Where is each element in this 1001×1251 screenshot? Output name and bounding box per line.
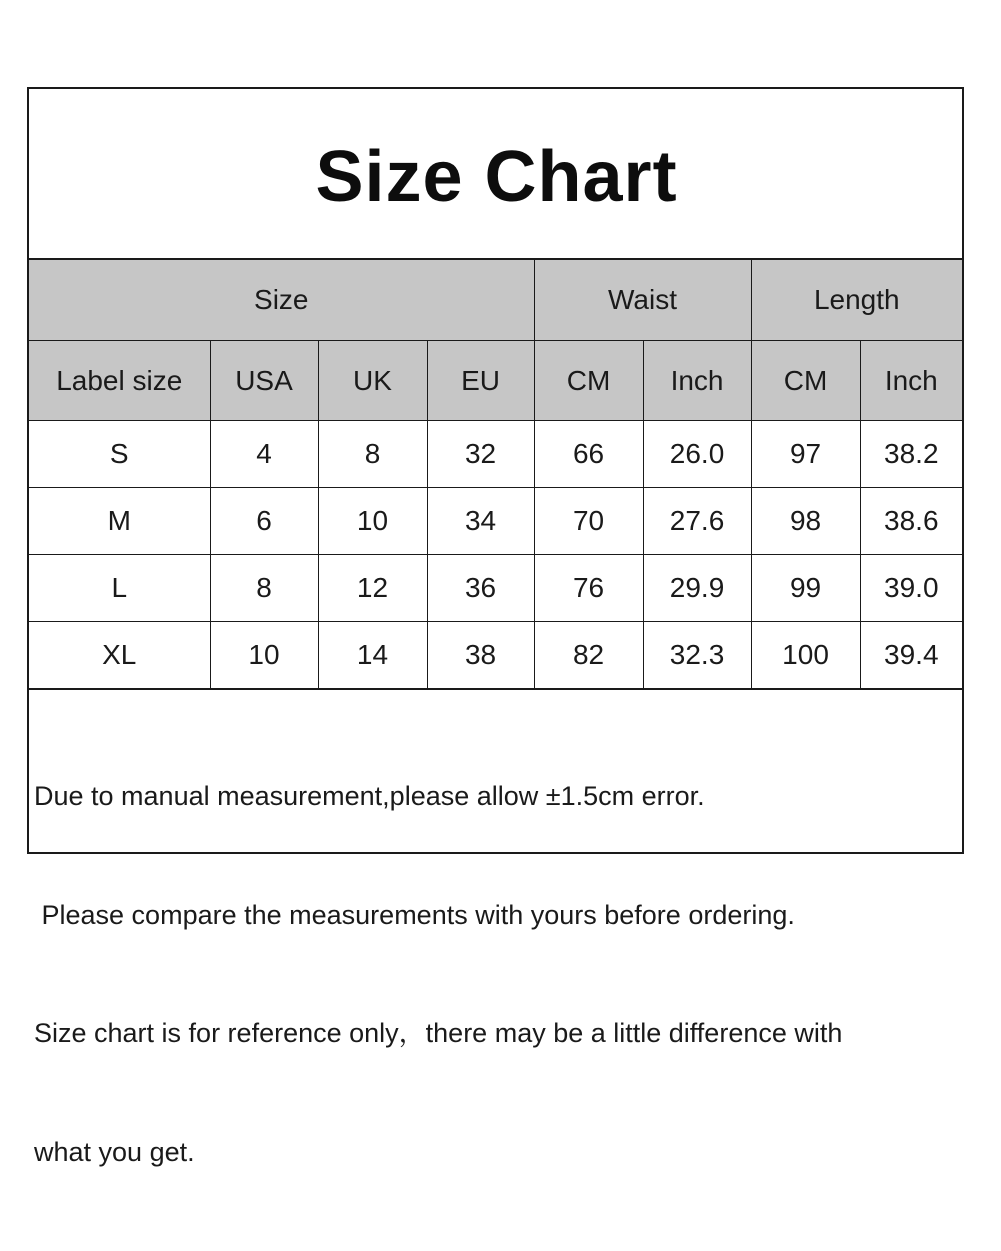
note-line: Due to manual measurement,please allow ±1.5cm error. (34, 781, 705, 811)
table-cell: 38 (427, 622, 534, 689)
note-line: what you get. (34, 1136, 195, 1167)
table-cell: 32.3 (643, 622, 751, 689)
table-cell: 8 (210, 555, 318, 622)
header-label-size: Label size (29, 341, 210, 421)
header-waist-cm: CM (534, 341, 643, 421)
table-cell: L (29, 555, 210, 622)
header-eu: EU (427, 341, 534, 421)
group-header-waist: Waist (534, 260, 751, 341)
table-cell: 39.0 (860, 555, 962, 622)
table-cell: 26.0 (643, 421, 751, 488)
table-row (29, 488, 962, 555)
header-uk: UK (318, 341, 427, 421)
table-row (29, 622, 962, 689)
table-cell: M (29, 488, 210, 555)
table-cell: 4 (210, 421, 318, 488)
group-header-length: Length (751, 260, 962, 341)
table-cell: 8 (318, 421, 427, 488)
table-cell: 10 (210, 622, 318, 689)
note-line: Size chart is for reference only，there may be a little difference with (34, 1018, 843, 1048)
table-cell: 39.4 (860, 622, 962, 689)
group-header-size: Size (29, 260, 534, 341)
note-line: Please compare the measurements with yours before ordering. (34, 899, 795, 930)
table-cell: 76 (534, 555, 643, 622)
table-cell: 34 (427, 488, 534, 555)
table-cell: 38.2 (860, 421, 962, 488)
header-length-inch: Inch (860, 341, 962, 421)
table-cell: 6 (210, 488, 318, 555)
table-cell: 97 (751, 421, 860, 488)
table-cell: 12 (318, 555, 427, 622)
size-notes (29, 689, 962, 1251)
table-cell: 10 (318, 488, 427, 555)
table-cell: XL (29, 622, 210, 689)
table-cell: 66 (534, 421, 643, 488)
group-header-row (29, 260, 962, 341)
table-cell: 100 (751, 622, 860, 689)
table-cell: S (29, 421, 210, 488)
table-cell: 29.9 (643, 555, 751, 622)
table-row (29, 421, 962, 488)
header-usa: USA (210, 341, 318, 421)
sub-header-row (29, 341, 962, 421)
page-title: Size Chart (315, 136, 678, 217)
table-cell: 27.6 (643, 488, 751, 555)
table-cell: 99 (751, 555, 860, 622)
header-length-cm: CM (751, 341, 860, 421)
size-chart-sheet (27, 87, 964, 1167)
table-cell: 98 (751, 488, 860, 555)
table-cell: 82 (534, 622, 643, 689)
table-cell: 70 (534, 488, 643, 555)
table-cell: 32 (427, 421, 534, 488)
table-cell: 36 (427, 555, 534, 622)
table-row (29, 555, 962, 622)
header-waist-inch: Inch (643, 341, 751, 421)
size-table (29, 260, 962, 689)
title-box (29, 89, 962, 260)
table-cell: 14 (318, 622, 427, 689)
table-cell: 38.6 (860, 488, 962, 555)
